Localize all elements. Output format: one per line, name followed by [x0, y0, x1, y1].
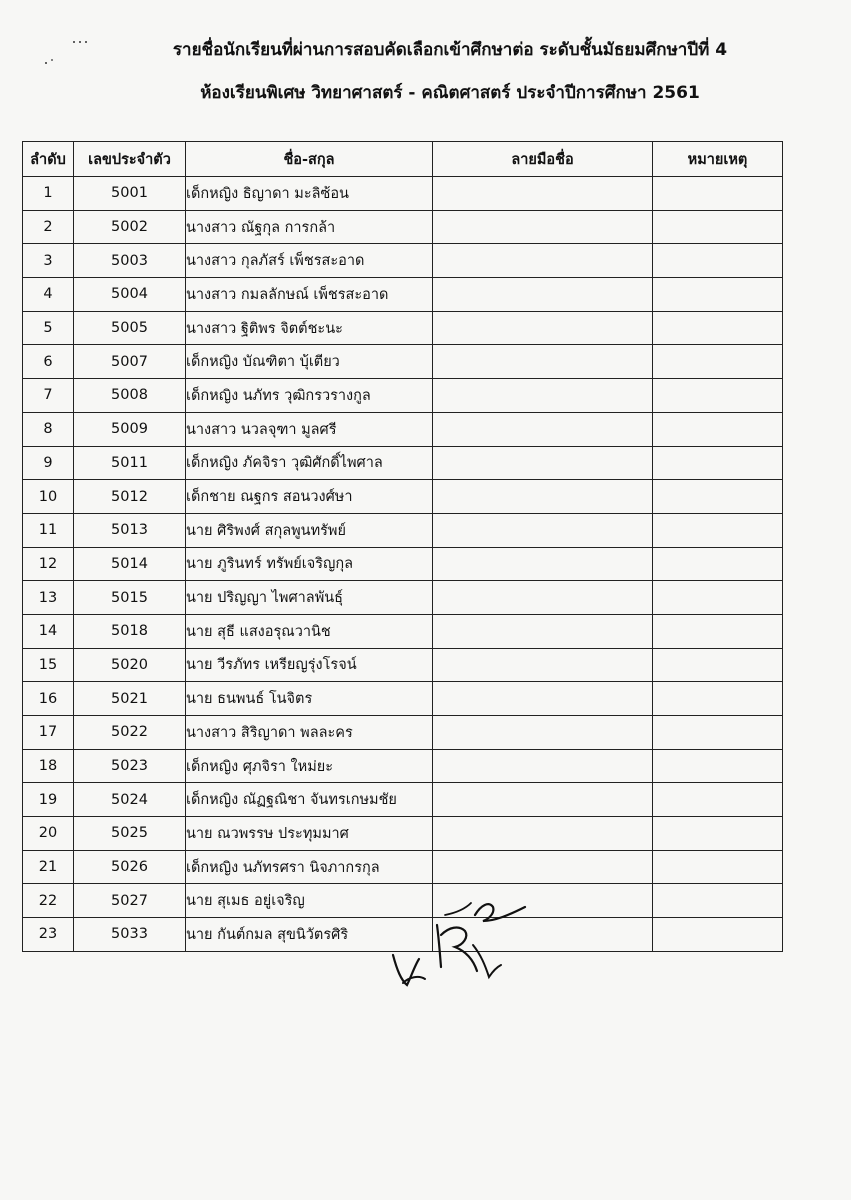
row-remarks-cell — [653, 547, 783, 581]
row-full-name: นางสาว สิริญาดา พลละคร — [186, 716, 433, 750]
row-full-name: นาย วีรภัทร เหรียญรุ่งโรจน์ — [186, 648, 433, 682]
row-remarks-cell — [653, 345, 783, 379]
row-student-id: 5021 — [74, 682, 186, 716]
row-student-id: 5013 — [74, 513, 186, 547]
row-signature-cell — [433, 379, 653, 413]
row-order: 4 — [23, 278, 74, 312]
document-subtitle: ห้องเรียนพิเศษ วิทยาศาสตร์ - คณิตศาสตร์ ประจำปีการศึกษา 2561 — [200, 83, 700, 103]
row-full-name: เด็กหญิง บัณฑิตา บุ้เตียว — [186, 345, 433, 379]
row-order: 5 — [23, 311, 74, 345]
row-full-name: นางสาว ณัฐกุล การกล้า — [186, 210, 433, 244]
row-order: 17 — [23, 716, 74, 750]
row-student-id: 5007 — [74, 345, 186, 379]
row-order: 16 — [23, 682, 74, 716]
row-full-name: เด็กหญิง ภัคจิรา วุฒิศักดิ์ไพศาล — [186, 446, 433, 480]
row-full-name: เด็กชาย ณฐกร สอนวงศ์ษา — [186, 480, 433, 514]
row-remarks-cell — [653, 817, 783, 851]
row-student-id: 5001 — [74, 177, 186, 211]
row-order: 11 — [23, 513, 74, 547]
row-order: 22 — [23, 884, 74, 918]
table-row — [23, 177, 783, 211]
document-title: รายชื่อนักเรียนที่ผ่านการสอบคัดเลือกเข้าศึกษาต่อ ระดับชั้นมัธยมศึกษาปีที่ 4 — [172, 40, 728, 60]
row-signature-cell — [433, 311, 653, 345]
row-remarks-cell — [653, 682, 783, 716]
table-body — [23, 177, 783, 952]
row-order: 3 — [23, 244, 74, 278]
table-row — [23, 379, 783, 413]
table-row — [23, 614, 783, 648]
row-order: 15 — [23, 648, 74, 682]
row-student-id: 5004 — [74, 278, 186, 312]
table-row — [23, 345, 783, 379]
row-signature-cell — [433, 446, 653, 480]
table-row — [23, 244, 783, 278]
table-row — [23, 749, 783, 783]
row-student-id: 5027 — [74, 884, 186, 918]
row-remarks-cell — [653, 177, 783, 211]
scan-artifact-marks — [40, 38, 100, 68]
row-remarks-cell — [653, 581, 783, 615]
row-student-id: 5008 — [74, 379, 186, 413]
row-remarks-cell — [653, 884, 783, 918]
table-row — [23, 412, 783, 446]
row-signature-cell — [433, 614, 653, 648]
row-remarks-cell — [653, 783, 783, 817]
row-student-id: 5033 — [74, 918, 186, 952]
row-order: 10 — [23, 480, 74, 514]
row-signature-cell — [433, 278, 653, 312]
table-row — [23, 547, 783, 581]
row-signature-cell — [433, 648, 653, 682]
row-signature-cell — [433, 345, 653, 379]
row-remarks-cell — [653, 850, 783, 884]
row-remarks-cell — [653, 278, 783, 312]
row-signature-cell — [433, 547, 653, 581]
row-order: 6 — [23, 345, 74, 379]
row-student-id: 5002 — [74, 210, 186, 244]
row-signature-cell — [433, 749, 653, 783]
row-full-name: นาย ภูรินทร์ ทรัพย์เจริญกุล — [186, 547, 433, 581]
table-row — [23, 446, 783, 480]
row-student-id: 5020 — [74, 648, 186, 682]
row-order: 18 — [23, 749, 74, 783]
header-student-id: เลขประจำตัว — [74, 142, 186, 177]
row-signature-cell — [433, 783, 653, 817]
row-full-name: นาย สุธี แสงอรุณวานิช — [186, 614, 433, 648]
row-full-name: นางสาว ฐิติพร จิตต์ชะนะ — [186, 311, 433, 345]
row-remarks-cell — [653, 244, 783, 278]
row-full-name: นาย ศิริพงศ์ สกุลพูนทรัพย์ — [186, 513, 433, 547]
row-remarks-cell — [653, 412, 783, 446]
table-row — [23, 311, 783, 345]
row-order: 19 — [23, 783, 74, 817]
row-full-name: นาย ณวพรรษ ประทุมมาศ — [186, 817, 433, 851]
row-remarks-cell — [653, 446, 783, 480]
row-order: 9 — [23, 446, 74, 480]
row-student-id: 5009 — [74, 412, 186, 446]
row-full-name: นาย สุเมธ อยู่เจริญ — [186, 884, 433, 918]
row-order: 7 — [23, 379, 74, 413]
row-full-name: นาย ธนพนธ์ โนจิตร — [186, 682, 433, 716]
header-full-name: ชื่อ-สกุล — [186, 142, 433, 177]
row-signature-cell — [433, 817, 653, 851]
row-remarks-cell — [653, 648, 783, 682]
row-student-id: 5022 — [74, 716, 186, 750]
row-remarks-cell — [653, 614, 783, 648]
row-full-name: นางสาว กมลลักษณ์ เพ็ชรสะอาด — [186, 278, 433, 312]
table-row — [23, 480, 783, 514]
table-row — [23, 783, 783, 817]
row-signature-cell — [433, 513, 653, 547]
row-order: 12 — [23, 547, 74, 581]
header-order: ลำดับ — [23, 142, 74, 177]
row-student-id: 5015 — [74, 581, 186, 615]
row-student-id: 5018 — [74, 614, 186, 648]
row-student-id: 5023 — [74, 749, 186, 783]
row-remarks-cell — [653, 379, 783, 413]
row-student-id: 5011 — [74, 446, 186, 480]
table-row — [23, 581, 783, 615]
row-student-id: 5024 — [74, 783, 186, 817]
row-student-id: 5005 — [74, 311, 186, 345]
table-row — [23, 850, 783, 884]
row-signature-cell — [433, 850, 653, 884]
row-signature-cell — [433, 244, 653, 278]
row-order: 2 — [23, 210, 74, 244]
table-header-row — [23, 142, 783, 177]
row-remarks-cell — [653, 716, 783, 750]
row-remarks-cell — [653, 749, 783, 783]
header-signature: ลายมือชื่อ — [433, 142, 653, 177]
row-full-name: นาย กันต์กมล สุขนิวัตรศิริ — [186, 918, 433, 952]
row-order: 14 — [23, 614, 74, 648]
row-full-name: เด็กหญิง ศุภจิรา ใหม่ยะ — [186, 749, 433, 783]
row-order: 20 — [23, 817, 74, 851]
handwritten-signature — [385, 885, 545, 995]
row-remarks-cell — [653, 480, 783, 514]
row-full-name: เด็กหญิง ณัฏฐณิชา จันทรเกษมชัย — [186, 783, 433, 817]
row-signature-cell — [433, 682, 653, 716]
row-student-id: 5026 — [74, 850, 186, 884]
row-signature-cell — [433, 480, 653, 514]
row-full-name: เด็กหญิง ธิญาดา มะลิซ้อน — [186, 177, 433, 211]
student-roster-table — [22, 141, 783, 952]
row-full-name: นางสาว นวลจุฑา มูลศรี — [186, 412, 433, 446]
header-remarks: หมายเหตุ — [653, 142, 783, 177]
row-full-name: นางสาว กุลภัสร์ เพ็ชรสะอาด — [186, 244, 433, 278]
row-student-id: 5012 — [74, 480, 186, 514]
row-remarks-cell — [653, 311, 783, 345]
row-student-id: 5003 — [74, 244, 186, 278]
table-row — [23, 817, 783, 851]
table-row — [23, 682, 783, 716]
row-remarks-cell — [653, 918, 783, 952]
row-remarks-cell — [653, 210, 783, 244]
row-signature-cell — [433, 412, 653, 446]
row-full-name: เด็กหญิง นภัทร วุฒิกรวรางกูล — [186, 379, 433, 413]
row-order: 13 — [23, 581, 74, 615]
row-signature-cell — [433, 177, 653, 211]
row-student-id: 5014 — [74, 547, 186, 581]
table-row — [23, 513, 783, 547]
row-full-name: นาย ปริญญา ไพศาลพันธุ์ — [186, 581, 433, 615]
table-row — [23, 716, 783, 750]
table-row — [23, 278, 783, 312]
row-signature-cell — [433, 210, 653, 244]
row-remarks-cell — [653, 513, 783, 547]
row-order: 21 — [23, 850, 74, 884]
row-full-name: เด็กหญิง นภัทรศรา นิจภากรกุล — [186, 850, 433, 884]
row-signature-cell — [433, 716, 653, 750]
row-order: 1 — [23, 177, 74, 211]
row-signature-cell — [433, 581, 653, 615]
table-row — [23, 648, 783, 682]
table-row — [23, 210, 783, 244]
row-order: 8 — [23, 412, 74, 446]
row-order: 23 — [23, 918, 74, 952]
row-student-id: 5025 — [74, 817, 186, 851]
